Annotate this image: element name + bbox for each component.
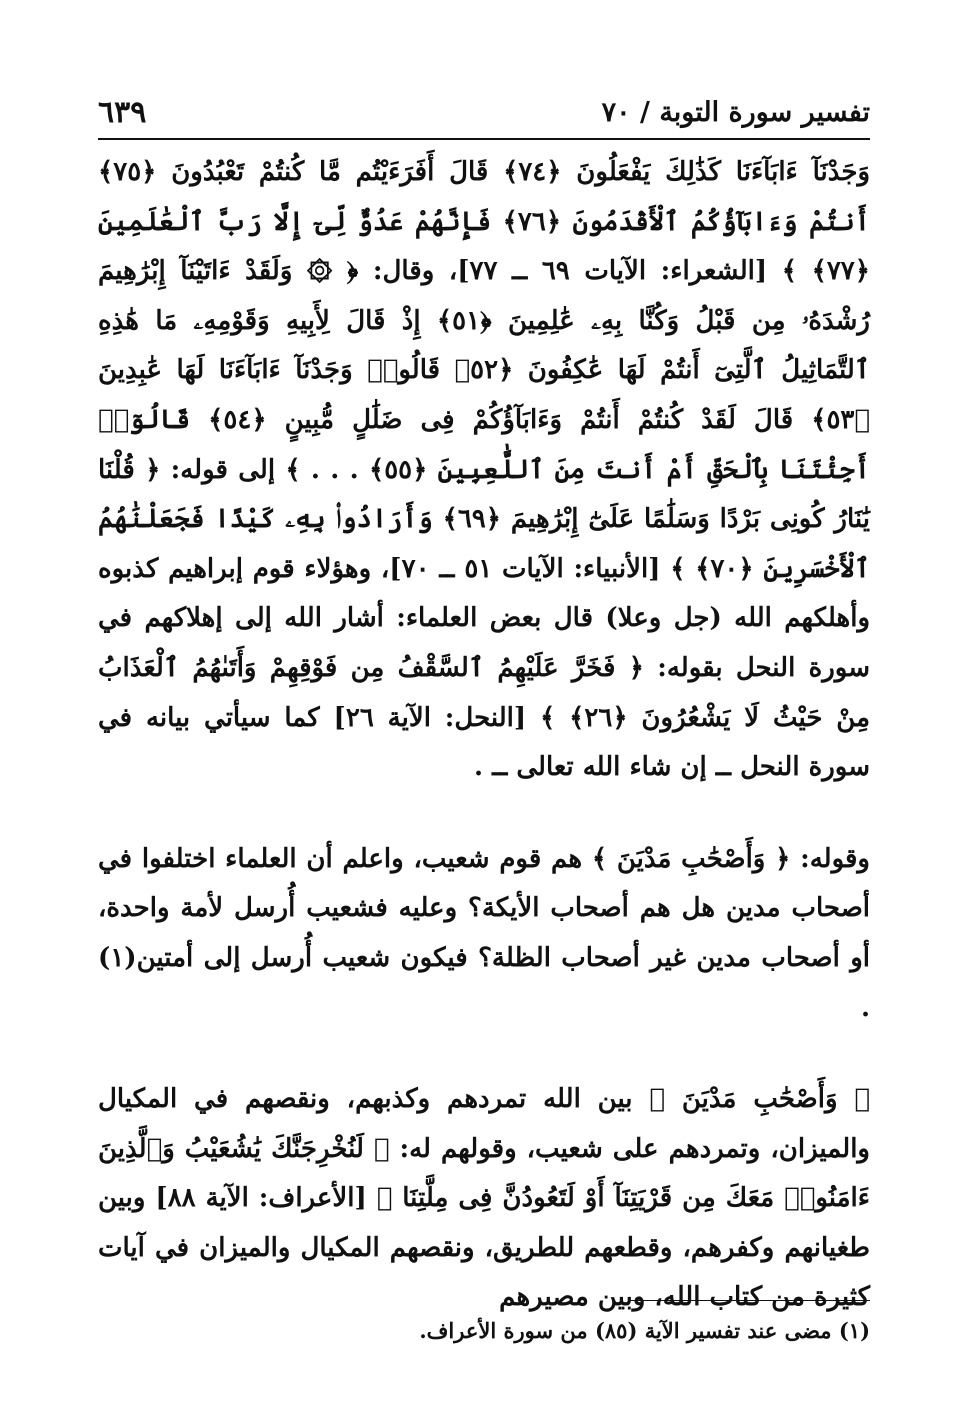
paragraph-2: وقوله: ﴿ وَأَصْحَٰبِ مَدْيَنَ ﴾ هم قوم شعيب، واعلم أن العلماء اختلفوا في أصحاب مدين هل هم أصحاب الأيكة؟ وعليه فشعيب أُرسل لأمة واحدة، أو أصحاب مدين غير أصحاب الظلة؟ فيكون شعيب أُرسل إلى أمتين(١) .: [98, 843, 870, 1023]
page-body: [98, 148, 870, 1323]
header-rule: [98, 138, 870, 140]
page-number: ٦٣٩: [98, 94, 147, 130]
page-header: [98, 92, 870, 132]
running-title: تفسير سورة التوبة / ٧٠: [601, 96, 870, 128]
paragraph-gap: [98, 793, 870, 835]
paragraph-3: ﴿ وَأَصْحَٰبِ مَدْيَنَ ﴾ بين الله تمردهم وكذبهم، ونقصهم في المكيال والميزان، وتمردهم على شعيب، وقولهم له: ﴿ لَنُخْرِجَنَّكَ يَٰشُعَيْبُ وَٱلَّذِينَ ءَامَنُوا۟ مَعَكَ مِن قَرْيَتِنَآ أَوْ لَتَعُودُنَّ فِى مِلَّتِنَا ﴾ [الأعراف: الآية ٨٨] وبين طغيانهم وكفرهم، وقطعهم للطريق، ونقصهم المكيال والميزان في آيات كثيرة من كتاب الله، وبين مصيرهم: [98, 1084, 870, 1313]
footnote-separator: [628, 1300, 870, 1301]
paragraph-gap: [98, 1033, 870, 1075]
footnote: (١) مضى عند تفسير الآية (٨٥) من سورة الأعراف.: [419, 1318, 870, 1343]
paragraph-1: وَجَدْنَآ ءَابَآءَنَا كَذَٰلِكَ يَفْعَلُونَ ﴿٧٤﴾ قَالَ أَفَرَءَيْتُم مَّا كُنتُمْ تَعْبُدُونَ ﴿٧٥﴾ أَنتُمْ وَءَابَآؤُكُمُ ٱلْأَقْدَمُونَ ﴿٧٦﴾ فَإِنَّهُمْ عَدُوٌّ لِّىٓ إِلَّا رَبَّ ٱلْعَٰلَمِينَ ﴿٧٧﴾ ﴾ [الشعراء: الآيات ٦٩ ــ ٧٧]، وقال: ﴿ ۞ وَلَقَدْ ءَاتَيْنَآ إِبْرَٰهِيمَ رُشْدَهُۥ مِن قَبْلُ وَكُنَّا بِهِۦ عَٰلِمِينَ ﴿٥١﴾ إِذْ قَالَ لِأَبِيهِ وَقَوْمِهِۦ مَا هَٰذِهِ ٱلتَّمَاثِيلُ ٱلَّتِىٓ أَنتُمْ لَهَا عَٰكِفُونَ ﴿٥٢﴾ قَالُوا۟ وَجَدْنَآ ءَابَآءَنَا لَهَا عَٰبِدِينَ ﴿٥٣﴾ قَالَ لَقَدْ كُنتُمْ أَنتُمْ وَءَابَآؤُكُمْ فِى ضَلَٰلٍ مُّبِينٍ ﴿٥٤﴾ قَالُوٓا۟ أَجِئْتَنَا بِٱلْحَقِّ أَمْ أَنتَ مِنَ ٱللَّٰعِبِينَ ﴿٥٥﴾ . . . ﴾ إلى قوله: ﴿ قُلْنَا يَٰنَارُ كُونِى بَرْدًا وَسَلَٰمًا عَلَىٰٓ إِبْرَٰهِيمَ ﴿٦٩﴾ وَأَرَادُوا۟ بِهِۦ كَيْدًا فَجَعَلْنَٰهُمُ ٱلْأَخْسَرِينَ ﴿٧٠﴾ ﴾ [الأنبياء: الآيات ٥١ ــ ٧٠]، وهؤلاء قوم إبراهيم كذبوه وأهلكهم الله (جل وعلا) قال بعض العلماء: أشار الله إلى إهلاكهم في سورة النحل بقوله: ﴿ فَخَرَّ عَلَيْهِمُ ٱلسَّقْفُ مِن فَوْقِهِمْ وَأَتَىٰهُمُ ٱلْعَذَابُ مِنْ حَيْثُ لَا يَشْعُرُونَ ﴿٢٦﴾ ﴾ [النحل: الآية ٢٦] كما سيأتي بيانه في سورة النحل ــ إن شاء الله تعالى ــ .: [98, 157, 871, 783]
